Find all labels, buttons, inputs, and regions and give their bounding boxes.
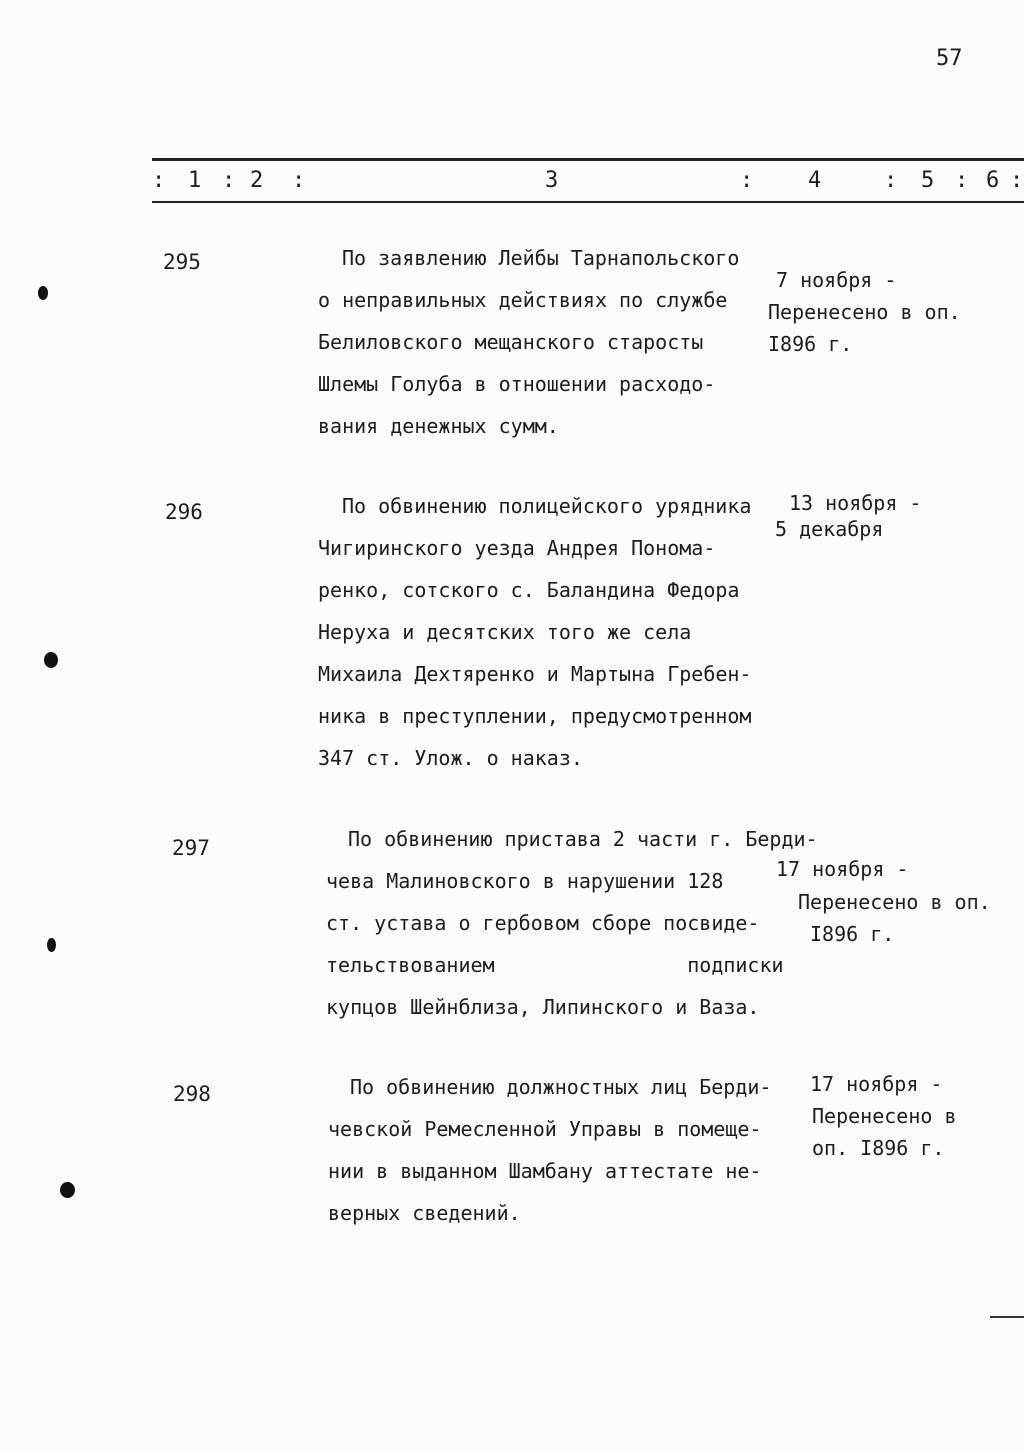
note-line: Перенесено в оп. [768,300,961,324]
column-header-2: 2 [250,168,264,193]
description-line: тельствованием подписки [326,953,784,977]
column-header-3: 3 [545,168,559,193]
entry-description [318,485,751,779]
column-separator: : [152,168,166,193]
description-line: верных сведений. [328,1201,521,1225]
entry-description [328,1066,771,1234]
binding-hole-mark [44,652,58,668]
description-line: 347 ст. Улож. о наказ. [318,746,583,770]
date-line: 17 ноября - [810,1072,943,1096]
note-line: I896 г. [768,332,853,356]
date-line: 7 ноября - [776,268,897,292]
binding-hole-mark [60,1182,75,1198]
entry-number: 295 [163,250,201,274]
description-line: По обвинению пристава 2 части г. Берди- [348,827,818,851]
description-line: чева Малиновского в нарушении 128 [326,869,724,893]
note-line: I896 г. [810,922,895,946]
margin-stroke [990,1316,1024,1318]
entry-transfer-note [798,886,991,950]
column-separator: : [884,168,898,193]
entry-description [318,237,739,447]
date-line: 13 ноября - [789,491,922,515]
entry-date-range [776,853,908,885]
table-header-top-rule [152,158,1024,161]
description-line: купцов Шейнблиза, Липинского и Ваза. [326,995,760,1019]
description-line: По заявлению Лейбы Тарнапольского [342,246,740,270]
entry-number: 297 [172,836,210,860]
column-separator: : [740,168,754,193]
note-line: оп. I896 г. [812,1136,945,1160]
column-separator: : [292,168,306,193]
table-header-bottom-rule [152,201,1024,203]
entry-date-range [810,1068,942,1100]
column-separator: : [955,168,969,193]
column-separator: : [1010,168,1024,193]
entry-description [326,818,818,1028]
note-line: Перенесено в [812,1104,957,1128]
description-line: Чигиринского уезда Андрея Понома- [318,536,716,560]
description-line: Белиловского мещанского старосты [318,330,704,354]
table-column-header [0,168,1024,196]
description-line: чевской Ремесленной Управы в помеще- [328,1117,762,1141]
description-line: Шлемы Голуба в отношении расходо- [318,372,716,396]
description-line: ника в преступлении, предусмотренном [318,704,752,728]
column-header-1: 1 [188,168,202,193]
description-line: вания денежных сумм. [318,414,559,438]
entry-transfer-note [812,1100,957,1164]
description-line: Неруха и десятских того же села [318,620,692,644]
column-header-6: 6 [986,168,1000,193]
column-separator: : [222,168,236,193]
description-line: По обвинению полицейского урядника [342,494,752,518]
date-line: 17 ноября - [776,857,909,881]
column-header-5: 5 [921,168,935,193]
description-line: Михаила Дехтяренко и Мартына Гребен- [318,662,752,686]
description-line: ренко, сотского с. Баландина Федора [318,578,740,602]
entry-number: 298 [173,1082,211,1106]
description-line: нии в выданном Шамбану аттестате не- [328,1159,762,1183]
entry-date-range [776,264,896,296]
description-line: По обвинению должностных лиц Берди- [350,1075,772,1099]
note-line: Перенесено в оп. [798,890,991,914]
binding-hole-mark [38,286,48,300]
binding-hole-mark [47,938,56,952]
entry-number: 296 [165,500,203,524]
column-header-4: 4 [808,168,822,193]
page-number: 57 [936,46,963,71]
description-line: о неправильных действиях по службе [318,288,728,312]
entry-date-range [775,490,922,542]
entry-transfer-note [768,296,961,360]
description-line: ст. устава о гербовом сборе посвиде- [326,911,760,935]
date-line: 5 декабря [775,517,884,541]
